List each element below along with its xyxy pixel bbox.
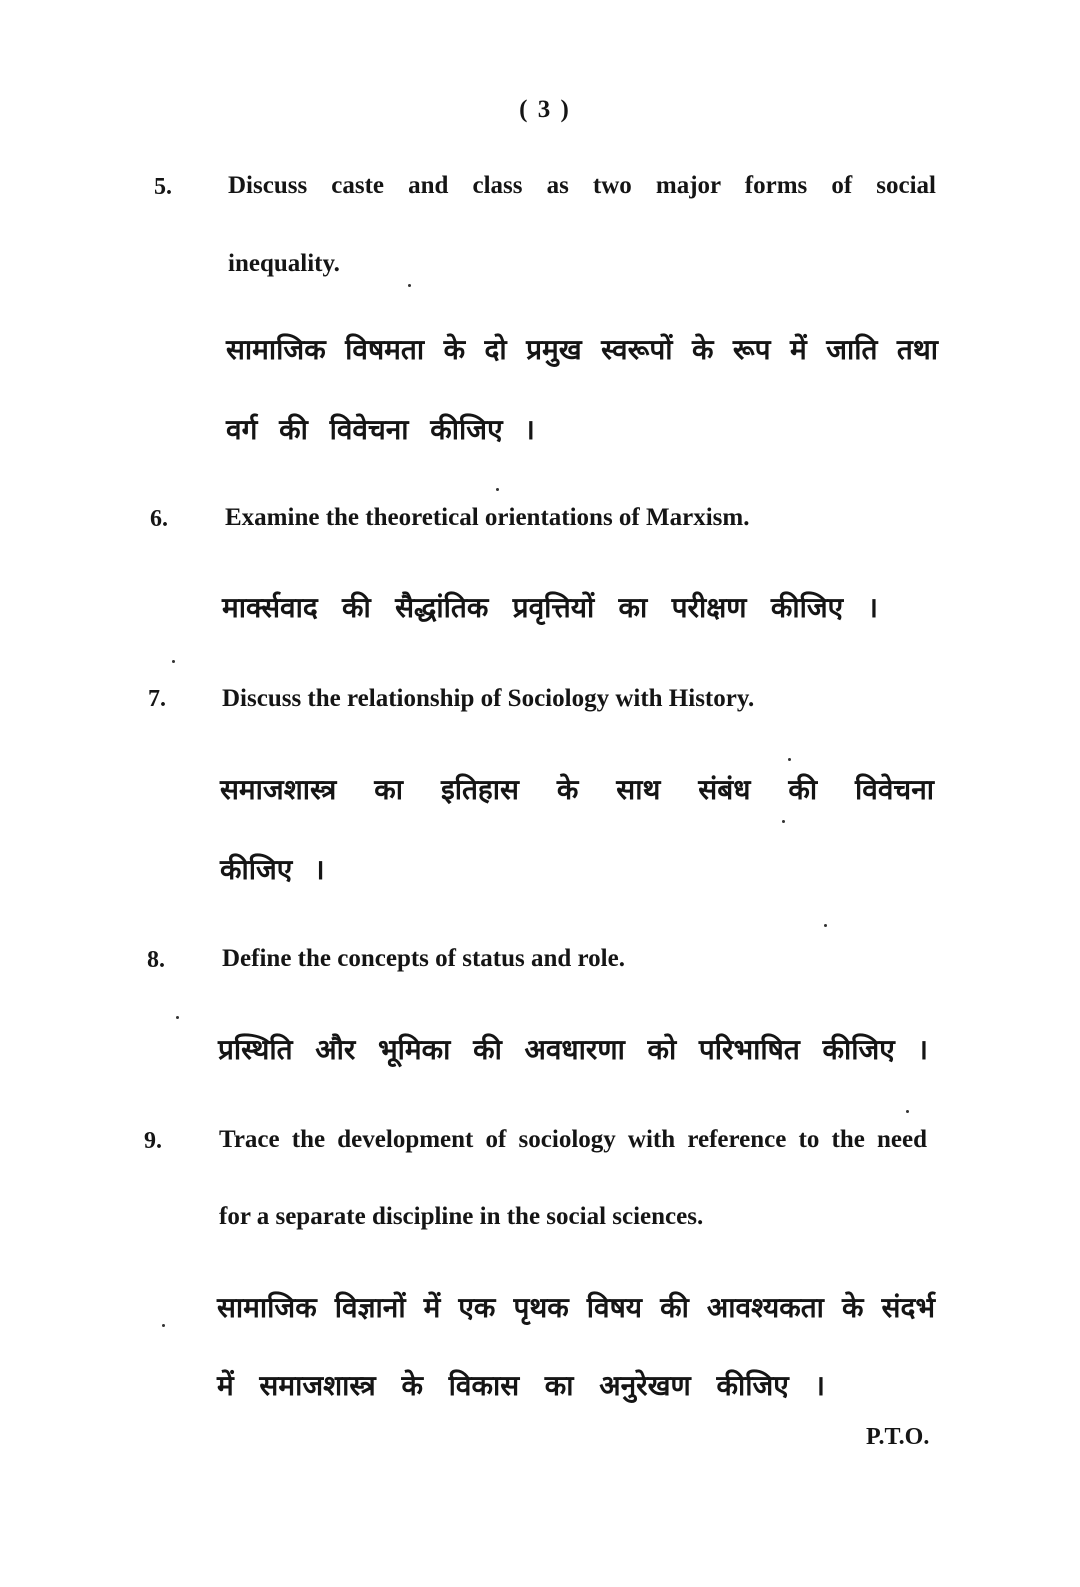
question-english-line: inequality. xyxy=(228,250,340,277)
page-number: ( 3 ) xyxy=(519,96,571,123)
question-english-line: Define the concepts of status and role. xyxy=(222,945,625,972)
scan-speck xyxy=(162,1324,165,1327)
question-english-line: for a separate discipline in the social sciences. xyxy=(219,1203,704,1230)
question-number: 6. xyxy=(150,506,168,532)
scan-speck xyxy=(172,660,175,663)
scan-speck xyxy=(496,488,499,491)
question-hindi-line: में समाजशास्त्र के विकास का अनुरेखण कीजिए । xyxy=(217,1369,825,1402)
question-hindi-line: मार्क्सवाद की सैद्धांतिक प्रवृत्तियों का परीक्षण कीजिए । xyxy=(222,591,878,624)
scan-speck xyxy=(408,284,411,287)
question-english-line: Trace the development of sociology with reference to the need xyxy=(219,1126,927,1153)
question-number: 7. xyxy=(148,686,166,712)
question-number: 8. xyxy=(147,947,165,973)
question-hindi-line: सामाजिक विज्ञानों में एक पृथक विषय की आवश्यकता के संदर्भ xyxy=(217,1291,935,1324)
page-footer-pto: P.T.O. xyxy=(866,1424,930,1450)
scan-speck xyxy=(824,924,827,927)
scan-speck xyxy=(906,1110,909,1113)
question-number: 9. xyxy=(144,1128,162,1154)
question-hindi-line: वर्ग की विवेचना कीजिए । xyxy=(226,413,535,446)
scan-speck xyxy=(176,1016,179,1019)
question-hindi-line: समाजशास्त्र का इतिहास के साथ संबंध की विवेचना xyxy=(220,773,934,806)
question-number: 5. xyxy=(154,174,172,200)
question-english-line: Discuss the relationship of Sociology with History. xyxy=(222,685,755,712)
question-hindi-line: प्रस्थिति और भूमिका की अवधारणा को परिभाषित कीजिए । xyxy=(218,1033,928,1066)
question-hindi-line: सामाजिक विषमता के दो प्रमुख स्वरूपों के रूप में जाति तथा xyxy=(226,333,938,366)
question-hindi-line: कीजिए । xyxy=(220,853,325,886)
question-english-line: Discuss caste and class as two major forms of social xyxy=(228,172,936,199)
scan-speck xyxy=(788,758,791,761)
scan-speck xyxy=(782,820,785,823)
question-english-line: Examine the theoretical orientations of Marxism. xyxy=(225,504,750,531)
